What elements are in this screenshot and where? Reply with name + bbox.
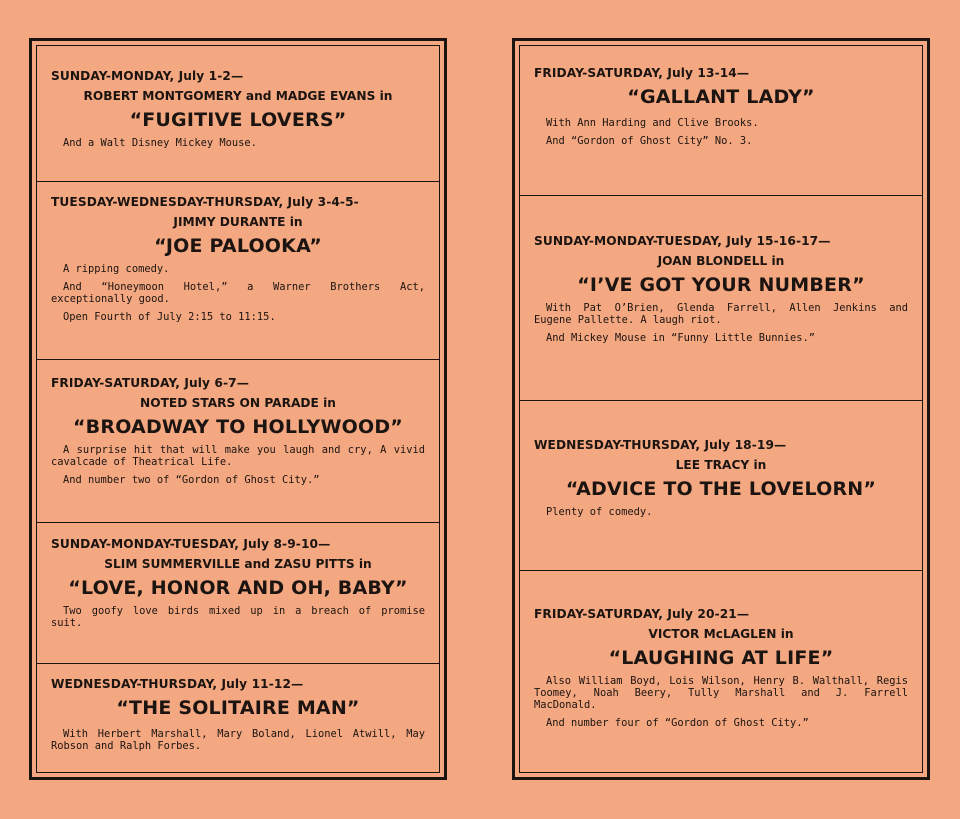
movie-description: And “Gordon of Ghost City” No. 3.	[546, 135, 753, 147]
program-entry-july-13-14	[520, 46, 922, 196]
show-stars: NOTED STARS ON PARADE in	[140, 396, 336, 410]
movie-title: “LAUGHING AT LIFE”	[608, 647, 834, 669]
movie-title: “BROADWAY TO HOLLYWOOD”	[73, 416, 403, 438]
movie-title: “ADVICE TO THE LOVELORN”	[565, 478, 877, 500]
show-stars: SLIM SUMMERVILLE and ZASU PITTS in	[104, 557, 372, 571]
program-entry-july-18-19	[520, 401, 922, 571]
movie-title: “LOVE, HONOR AND OH, BABY”	[68, 577, 408, 599]
movie-title: “FUGITIVE LOVERS”	[129, 109, 347, 131]
movie-description: A ripping comedy.	[63, 263, 170, 275]
movie-description: And number four of “Gordon of Ghost City.”	[546, 717, 809, 729]
movie-description: A surprise hit that will make you laugh and cry, A vivid cavalcade of Theatrical Life.	[51, 444, 425, 468]
show-stars: JOAN BLONDELL in	[657, 254, 785, 268]
program-entry-july-20-21	[520, 571, 922, 772]
show-stars: ROBERT MONTGOMERY and MADGE EVANS in	[83, 89, 393, 103]
show-dates: FRIDAY-SATURDAY, July 6-7—	[51, 376, 250, 390]
movie-description: Open Fourth of July 2:15 to 11:15.	[63, 311, 276, 323]
movie-description: Two goofy love birds mixed up in a breach of promise suit.	[51, 605, 425, 629]
show-dates: FRIDAY-SATURDAY, July 13-14—	[534, 66, 750, 80]
movie-description: And “Honeymoon Hotel,” a Warner Brothers Act, exceptionally good.	[51, 281, 425, 305]
program-entry-july-8-10	[37, 523, 439, 664]
program-entry-july-1-2	[37, 46, 439, 182]
show-dates: SUNDAY-MONDAY-TUESDAY, July 8-9-10—	[51, 537, 331, 551]
show-stars: JIMMY DURANTE in	[173, 215, 303, 229]
program-entry-july-3-5	[37, 182, 439, 360]
movie-title: “THE SOLITAIRE MAN”	[116, 697, 360, 719]
program-entry-july-11-12	[37, 664, 439, 772]
movie-description: With Ann Harding and Clive Brooks.	[546, 117, 759, 129]
movie-description: Also William Boyd, Lois Wilson, Henry B. Walthall, Regis Toomey, Noah Beery, Tully Marshall and J. Farrell MacDonald.	[534, 675, 908, 711]
movie-title: “JOE PALOOKA”	[154, 235, 322, 257]
show-dates: SUNDAY-MONDAY-TUESDAY, July 15-16-17—	[534, 234, 831, 248]
right-program-panel	[512, 38, 930, 780]
program-entry-july-15-17	[520, 196, 922, 401]
movie-description: And Mickey Mouse in “Funny Little Bunnies.”	[546, 332, 815, 344]
movie-description: Plenty of comedy.	[546, 506, 653, 518]
show-dates: SUNDAY-MONDAY, July 1-2—	[51, 69, 244, 83]
show-dates: TUESDAY-WEDNESDAY-THURSDAY, July 3-4-5-	[51, 195, 359, 209]
show-stars: VICTOR McLAGLEN in	[648, 627, 794, 641]
right-panel-frame	[519, 45, 923, 773]
movie-description: And a Walt Disney Mickey Mouse.	[63, 137, 257, 149]
movie-title: “GALLANT LADY”	[627, 86, 815, 108]
movie-description: With Herbert Marshall, Mary Boland, Lionel Atwill, May Robson and Ralph Forbes.	[51, 728, 425, 752]
show-dates: WEDNESDAY-THURSDAY, July 18-19—	[534, 438, 787, 452]
program-entry-july-6-7	[37, 360, 439, 523]
left-panel-frame	[36, 45, 440, 773]
show-dates: FRIDAY-SATURDAY, July 20-21—	[534, 607, 750, 621]
movie-title: “I’VE GOT YOUR NUMBER”	[577, 274, 865, 296]
movie-description: And number two of “Gordon of Ghost City.”	[63, 474, 320, 486]
movie-description: With Pat O’Brien, Glenda Farrell, Allen Jenkins and Eugene Pallette. A laugh riot.	[534, 302, 908, 326]
show-dates: WEDNESDAY-THURSDAY, July 11-12—	[51, 677, 304, 691]
show-stars: LEE TRACY in	[675, 458, 767, 472]
left-program-panel	[29, 38, 447, 780]
